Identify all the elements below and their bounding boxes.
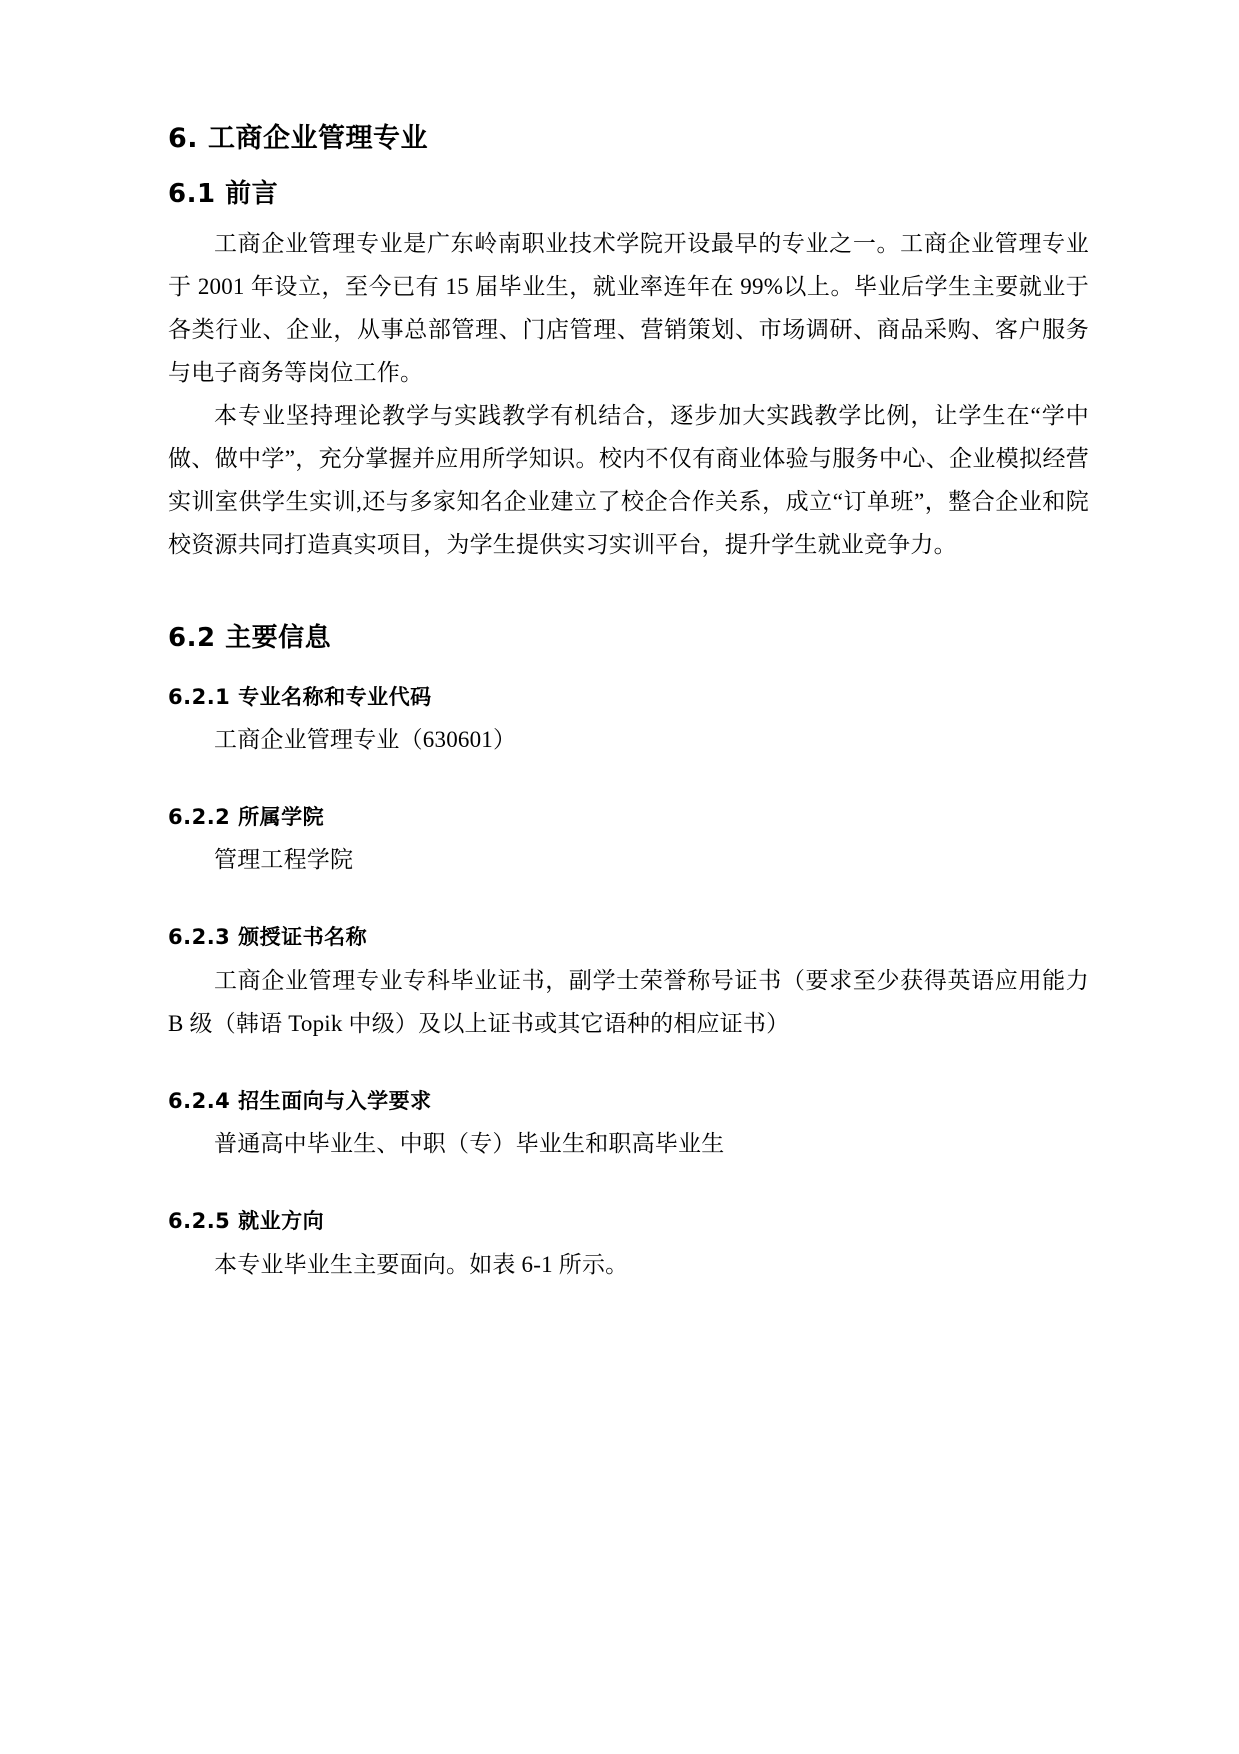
spacer <box>168 568 1089 602</box>
paragraph: 本专业坚持理论教学与实践教学有机结合，逐步加大实践教学比例，让学生在“学中做、做中学”，充分掌握并应用所学知识。校内不仅有商业体验与服务中心、企业模拟经营实训室供学生实训,还与多家知名企业建立了校企合作关系，成立“订单班”，整合企业和院校资源共同打造真实项目，为学生提供实习实训平台，提升学生就业竞争力。 <box>168 403 1089 558</box>
subsection-text-6-2-2: 管理工程学院 <box>214 847 354 873</box>
subsection-heading-6-2-4: 6.2.4 招生面向与入学要求 <box>168 1088 432 1113</box>
spacer <box>168 883 1089 897</box>
chapter-title: 6. 工商企业管理专业 <box>168 123 428 154</box>
subsection-heading-6-2-1: 6.2.1 专业名称和专业代码 <box>168 684 432 709</box>
section-6-1-body <box>168 222 1089 566</box>
spacer <box>168 1167 1089 1181</box>
subsection-heading-6-2-3: 6.2.3 颁授证书名称 <box>168 925 368 950</box>
spacer <box>168 1047 1089 1061</box>
subsection-heading-6-2-5: 6.2.5 就业方向 <box>168 1209 325 1234</box>
section-heading-6-2: 6.2 主要信息 <box>168 623 332 654</box>
paragraph: 工商企业管理专业是广东岭南职业技术学院开设最早的专业之一。工商企业管理专业于 2001 年设立，至今已有 15 届毕业生，就业率连年在 99%以上。毕业后学生主要就业于各类行业、企业，从事总部管理、门店管理、营销策划、市场调研、商品采购、客户服务与电子商务等岗位工作。 <box>168 231 1089 386</box>
subsection-text-6-2-1: 工商企业管理专业（630601） <box>214 726 517 752</box>
subsection-text-6-2-4: 普通高中毕业生、中职（专）毕业生和职高毕业生 <box>214 1131 725 1157</box>
subsection-text-6-2-5: 本专业毕业生主要面向。如表 6-1 所示。 <box>214 1251 629 1277</box>
spacer <box>168 763 1089 777</box>
subsection-text-6-2-3: 工商企业管理专业专科毕业证书，副学士荣誉称号证书（要求至少获得英语应用能力 B 级（韩语 Topik 中级）及以上证书或其它语种的相应证书） <box>168 967 1089 1036</box>
subsection-heading-6-2-2: 6.2.2 所属学院 <box>168 804 325 829</box>
section-heading-6-1: 6.1 前言 <box>168 178 279 209</box>
